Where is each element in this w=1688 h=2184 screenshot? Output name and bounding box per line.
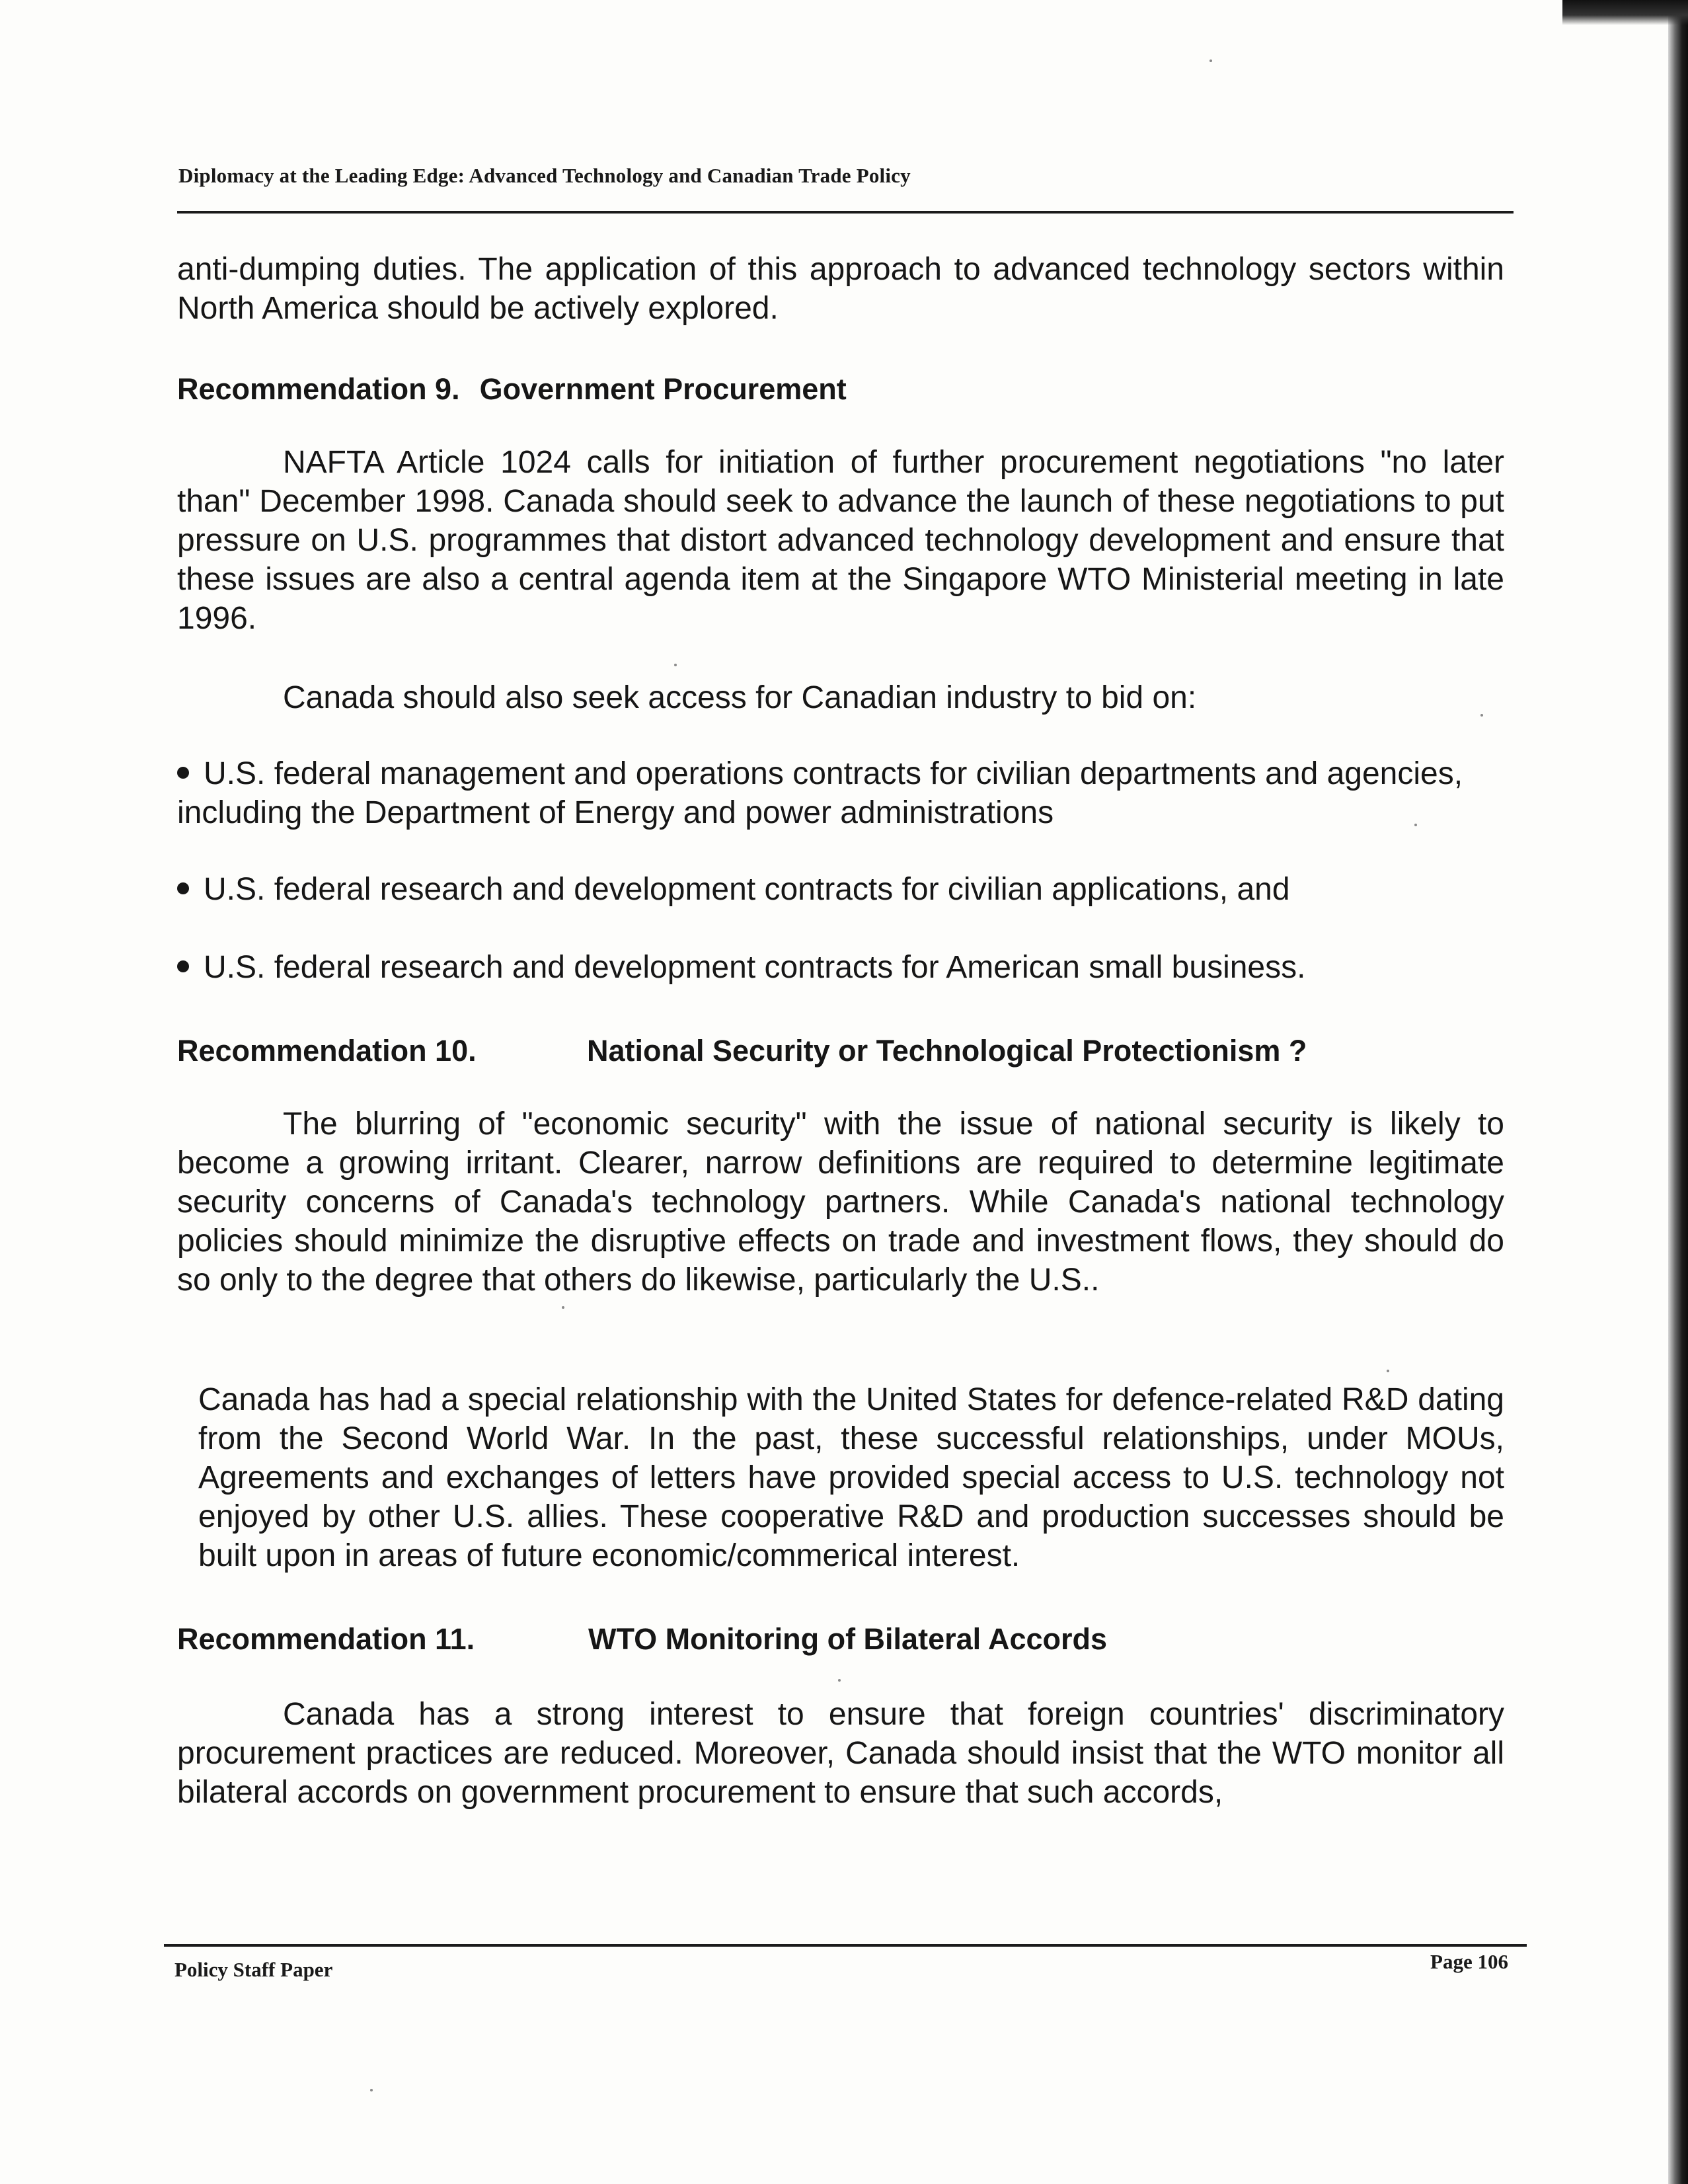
scan-speck — [1387, 1370, 1389, 1372]
footer-rule — [164, 1944, 1527, 1947]
scan-speck — [370, 2089, 373, 2091]
bullet-icon — [177, 882, 189, 894]
bullet-item — [177, 948, 1504, 987]
bullet-item — [177, 754, 1504, 832]
scan-speck — [1209, 59, 1212, 62]
recommendation-10-title: National Security or Technological Protectionism ? — [587, 1034, 1307, 1068]
recommendation-11-number: Recommendation 11. — [177, 1622, 475, 1656]
recommendation-9-paragraph-1: NAFTA Article 1024 calls for initiation of further procurement negotiations "no later than" December 1998. Canada should seek to advance the launch of these negotiations to put pressure on U.S. programmes that distort advanced technology development and ensure that these issues are also a central agenda item at the Singapore WTO Ministerial meeting in late 1996. — [177, 445, 1504, 636]
recommendation-9-title: Government Procurement — [479, 372, 847, 406]
bullet-text: U.S. federal research and development contracts for American small business. — [204, 950, 1306, 985]
recommendation-10-heading — [177, 1033, 1504, 1070]
recommendation-9-heading — [177, 371, 847, 408]
recommendation-9-number: Recommendation 9. — [177, 372, 460, 406]
recommendation-10-paragraph-2: Canada has had a special relationship with the United States for defence-related R&D dating from the Second World War. In the past, these successful relationships, under MOUs, Agreements and exchanges of letters have provided special access to U.S. technology not enjoyed by other U.S. allies. These cooperative R&D and production successes should be built upon in areas of future economic/commerical interest. — [198, 1382, 1504, 1573]
bullet-text: U.S. federal research and development contracts for civilian applications, and — [204, 872, 1290, 907]
recommendation-9-paragraph-2: Canada should also seek access for Canadian industry to bid on: — [283, 680, 1197, 715]
bullet-text: U.S. federal management and operations contracts for civilian departments and agencies, including the Department of Energy and power administrations — [177, 756, 1463, 830]
recommendation-10-number: Recommendation 10. — [177, 1034, 477, 1068]
bullet-icon — [177, 767, 189, 779]
scan-speck — [838, 1679, 841, 1682]
footer-publication: Policy Staff Paper — [174, 1958, 333, 1981]
continuation-paragraph: anti-dumping duties. The application of this approach to advanced technology sectors within North America should be actively explored. — [177, 252, 1504, 326]
header-rule — [177, 211, 1514, 214]
recommendation-10-paragraph-1: The blurring of "economic security" with the issue of national security is likely to become a growing irritant. Clearer, narrow definitions are required to determine legitimate security concerns of Canada's technology partners. While Canada's national technology policies should minimize the disruptive effects on trade and investment flows, they should do so only to the degree that others do likewise, particularly the U.S.. — [177, 1107, 1504, 1298]
scan-speck — [1480, 714, 1483, 717]
scan-speck — [674, 664, 677, 666]
recommendation-11-title: WTO Monitoring of Bilateral Accords — [588, 1622, 1108, 1656]
scan-speck — [562, 1306, 564, 1309]
scan-speck — [1414, 824, 1417, 826]
bullet-icon — [177, 960, 189, 972]
running-header: Diplomacy at the Leading Edge: Advanced Technology and Canadian Trade Policy — [178, 164, 911, 187]
scan-corner-shadow — [1562, 0, 1688, 25]
recommendation-11-heading — [177, 1621, 1504, 1658]
scan-edge-shadow — [1668, 0, 1688, 2184]
recommendation-11-paragraph-1: Canada has a strong interest to ensure that foreign countries' discriminatory procurement practices are reduced. Moreover, Canada should insist that the WTO monitor all bilateral accords on government procurement to ensure that such accords, — [177, 1697, 1504, 1810]
bullet-item — [177, 870, 1504, 909]
footer-page-number: Page 106 — [1430, 1950, 1508, 1973]
